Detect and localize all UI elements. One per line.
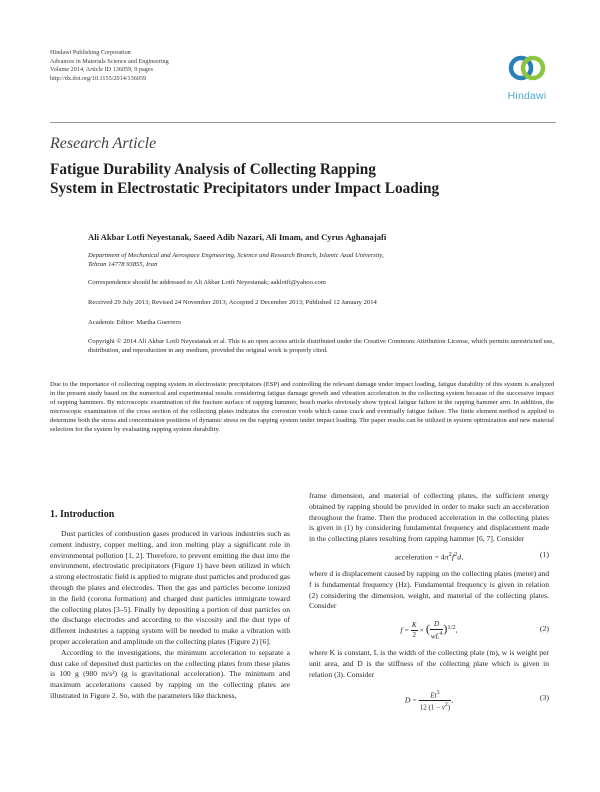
volume-info: Volume 2014, Article ID 136059, 9 pages (50, 66, 153, 74)
title-line-2: System in Electrostatic Precipitators under Impact Loading (50, 180, 440, 197)
article-title (50, 160, 550, 198)
affiliation-line-1: Department of Mechanical and Aerospace Engineering, Science and Research Branch, Islamic Azad University, (88, 252, 384, 259)
academic-editor: Academic Editor: Martha Guerrero (88, 319, 181, 326)
copyright-notice: Copyright © 2014 Ali Akbar Lotfi Neyestanak et al. This is an open access article distributed under the Creative Commons Attribution License, which permits unrestricted use, distribution, and reproduction in any medium, provided the original work is properly cited. (88, 338, 554, 355)
article-type: Research Article (50, 135, 157, 152)
hindawi-logo-text: Hindawi (507, 90, 547, 102)
equation-1-label: acceleration (394, 552, 433, 562)
article-dates: Received 29 July 2013; Revised 24 November 2013; Accepted 2 December 2013; Published 12 January 2014 (88, 299, 377, 306)
publisher-name: Hindawi Publishing Corporation (50, 49, 131, 56)
equation-1: acceleration = $4\pi^2f^2d$, (1) (394, 549, 549, 562)
affiliation (88, 251, 554, 269)
author-list: Ali Akbar Lotfi Neyestanak, Saeed Adib Nazari, Ali Imam, and Cyrus Aghanajafi (88, 232, 387, 242)
publication-info (50, 49, 169, 83)
equation-number: (1) (539, 549, 549, 559)
doi-link[interactable]: http://dx.doi.org/10.1155/2014/136059 (50, 74, 147, 82)
equation-number: (2) (539, 624, 549, 634)
right-column (309, 491, 549, 717)
equation-number: (3) (539, 692, 549, 702)
paragraph: frame dimension, and material of collecting plates, the sufficient energy obtained by rapping should be provided in order to make such an acceleration throughout the frame. Then the produced acceleration in the collecting plates is given in (1) by considering fundamental frequency and displacement made in the collecting plates resulting from rapping hammer [6, 7]. Consider (309, 491, 549, 544)
correspondence: Correspondence should be addressed to Ali Akbar Lotfi Neyestanak; aaklotfi@yahoo.com (88, 279, 326, 286)
equation-2: f = $\frac{K}{2}$ × ( $\frac{D}{wL^4}$ )$^{1/2}$, (2) (400, 620, 549, 641)
left-column (50, 509, 290, 702)
abstract: Due to the importance of collecting rapping system in electrostatic precipitators (ESP) and controlling the relevant damage under impact loading, fatigue durability of this system is analyzed in the present study based on the numerical and experimental results considering fatigue damage growth and vibration acceleration in the collecting system because of the successive impact of rapping hammers. By microscopic examination of the fracture surface of rapping hammer, beach marks obviously show typical fatigue failure in the rapping hammer arm. In addition, the microscopic examination of the cross section of the collecting plates indicates the corrosion voids which cause crack and eventually fatigue failure. The finite element method is applied to determine both the stress and concentration positions of dynamic stress on the rapping system under impact loading. The paper results can be utilized in system optimization and new material selection for the system by evaluating rapping system durability. (50, 381, 554, 434)
paragraph: where d is displacement caused by rapping on the collecting plates (meter) and f is fundamental frequency (Hz). Fundamental frequency is given in relation (2) considering the dimension, weight, and material of the collecting plates. Consider (309, 568, 549, 611)
header-divider (50, 122, 556, 123)
paragraph: where K is constant, L is the width of the collecting plate (m), w is weight per unit area, and D is the stiffness of the collecting plate which is given in relation (3). Consider (309, 648, 549, 679)
paragraph: Dust particles of combustion gases produced in various industries such as cement industry, copper melting, and iron melting play a significant role in environmental pollution [1, 2]. Therefore, to prevent emitting the dust into the environment, electrostatic precipitators (Figure 1) have been utilized in which a strong electrostatic field is applied to migrate dust particles and produced gas through the plates and electrodes. Then the gas and particles become ionized in the field (corona formation) and charged dust particles immigrate toward the collecting plates [3–5]. Finally by depositing a portion of dust particles on the discharge electrodes and according to the viscosity and the dust type of different industries a rapping system will be needed to make a vibration with proper acceleration and amplitude on the collecting plates (Figure 2) [6]. (50, 529, 290, 646)
equation-3: D = $\frac{Et^3}{12 (1 - \nu^2)}$ , (3) (404, 689, 549, 712)
title-line-1: Fatigue Durability Analysis of Collecting Rapping (50, 161, 376, 178)
paragraph: According to the investigations, the minimum acceleration to separate a dust cake of deposited dust particles on the collecting plates from these plates is 100 g (980 m/s²) (g is gravitational acceleration). The minimum and maximum accelerations caused by rapping on the collecting plates are illustrated in Figure 2. So, with the parameters like thickness, (50, 647, 290, 700)
journal-name: Advances in Materials Science and Engineering (50, 57, 169, 65)
affiliation-line-2: Tehran 14778 93855, Iran (88, 261, 158, 269)
section-heading-introduction: 1. Introduction (50, 509, 115, 520)
